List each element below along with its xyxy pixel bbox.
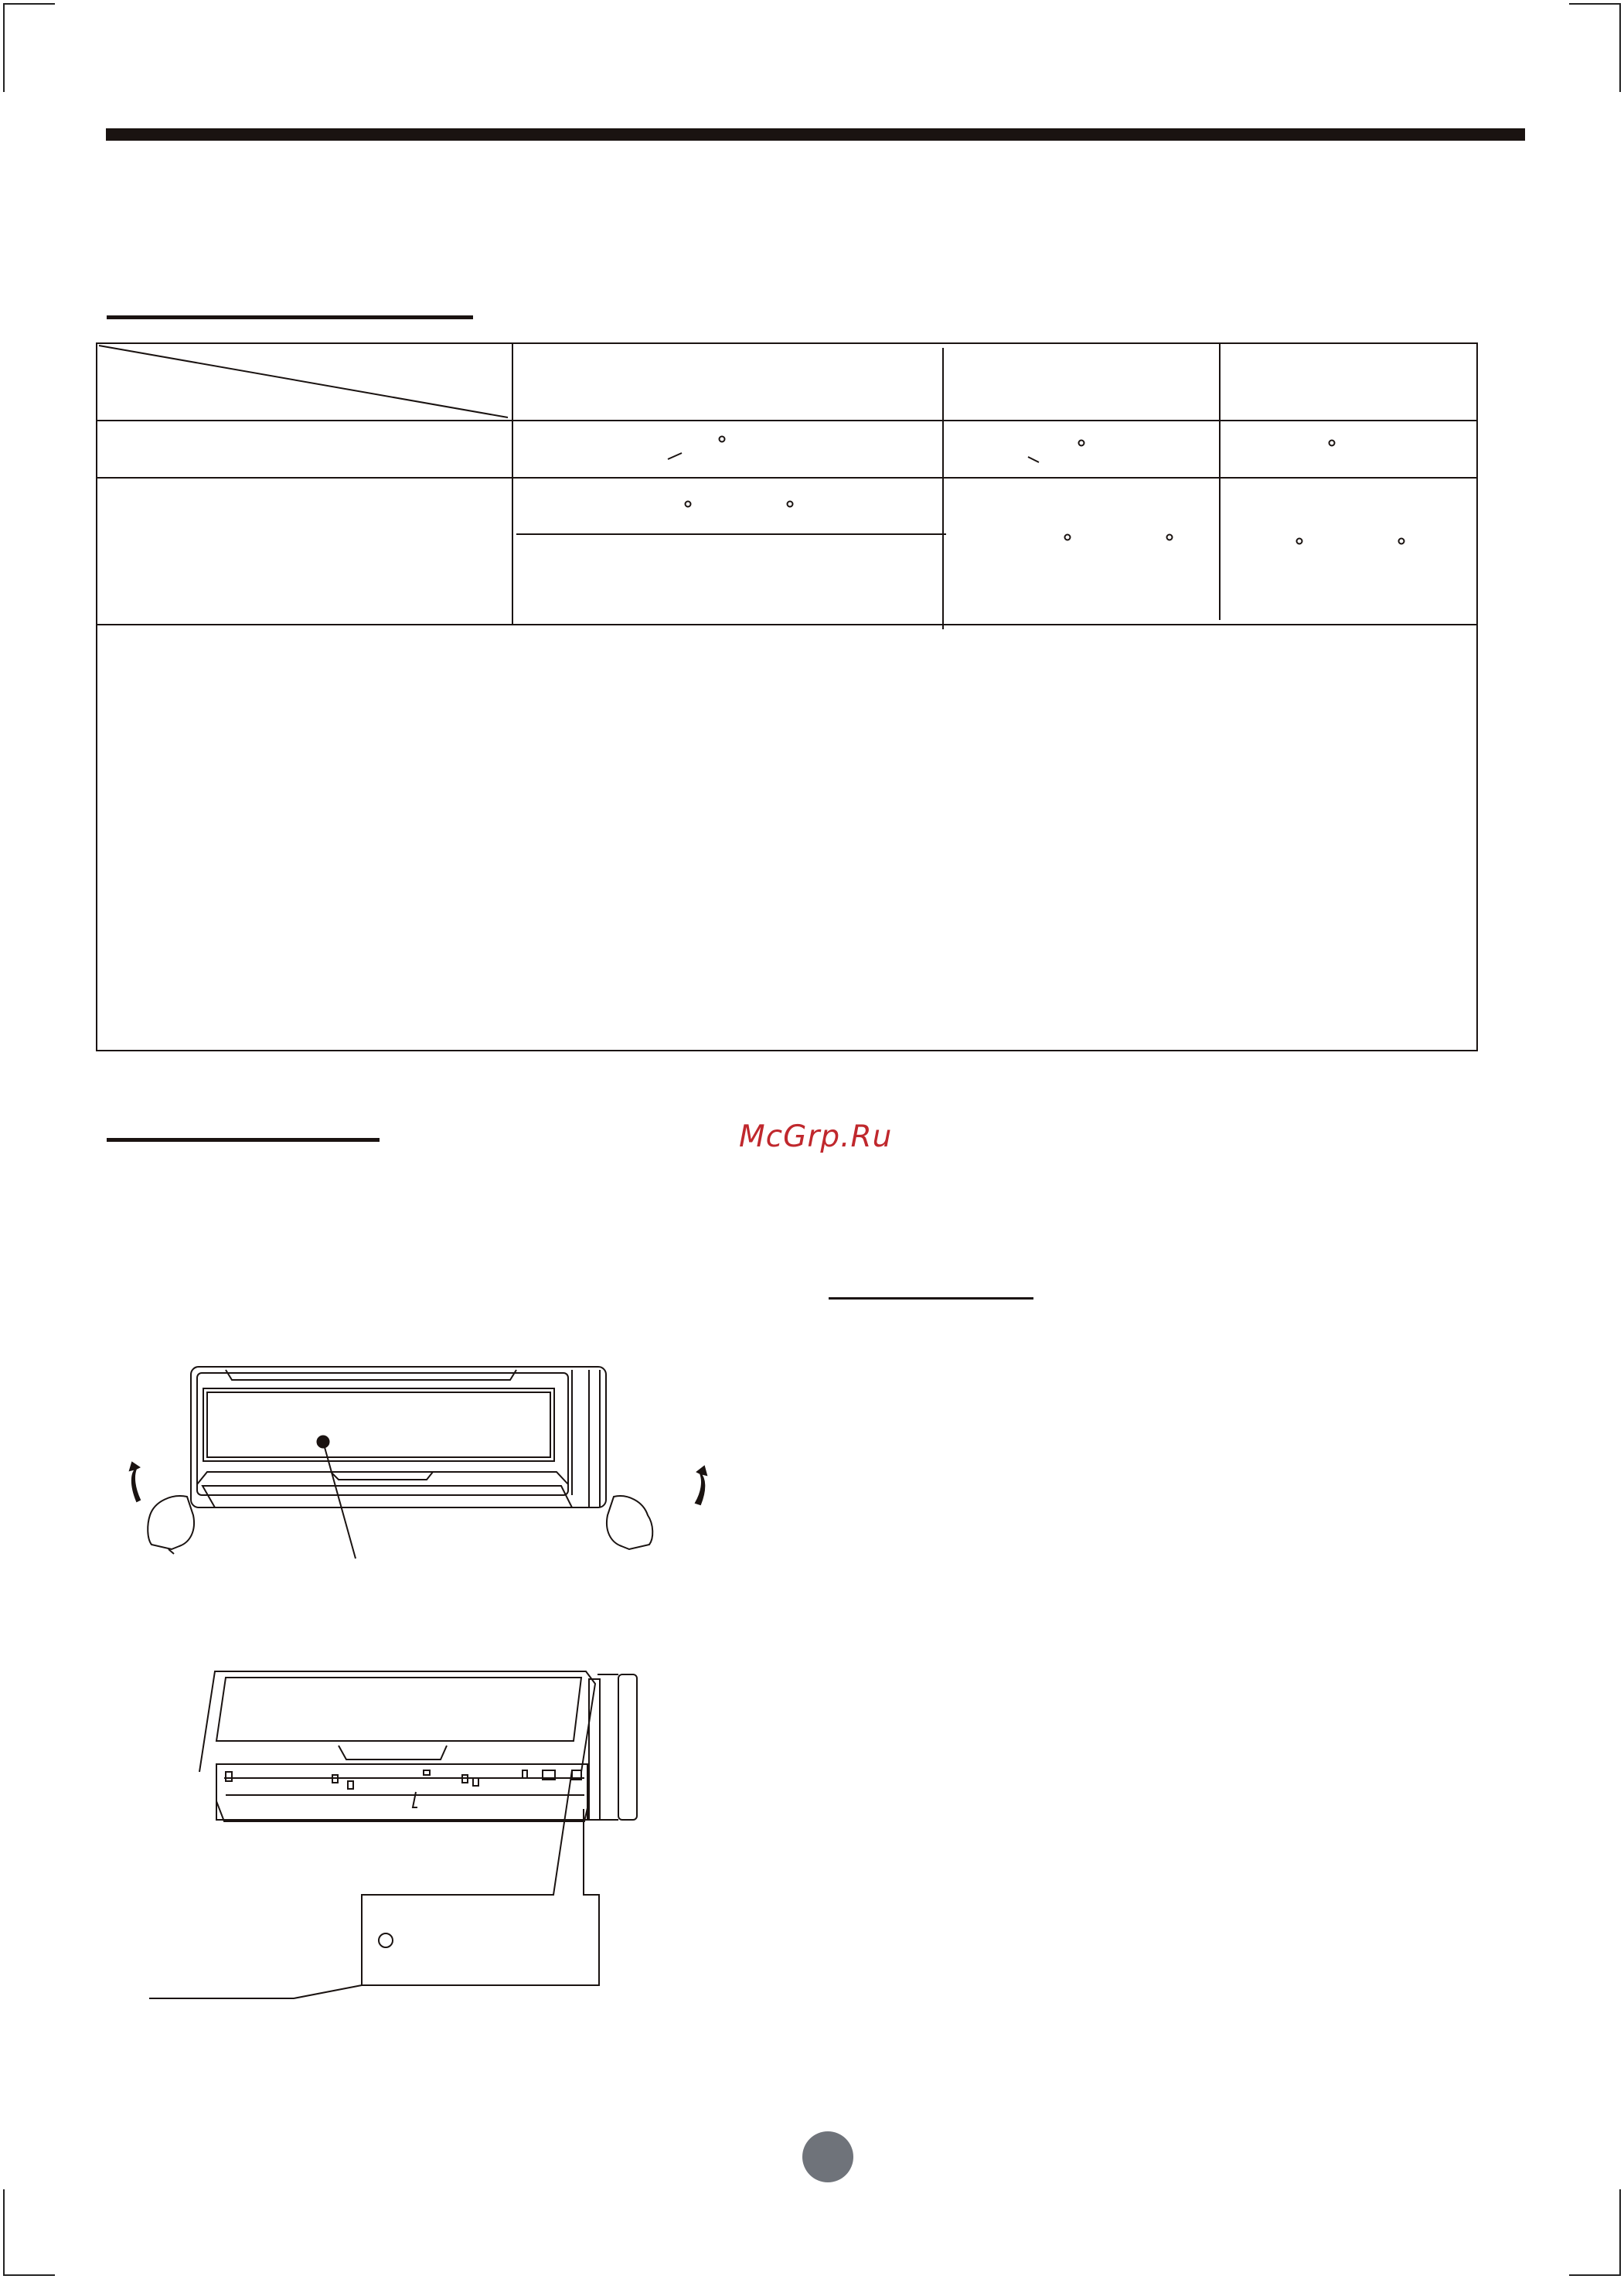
unit-open-panel-window bbox=[216, 1678, 581, 1741]
unit-open-panel bbox=[199, 1671, 595, 1772]
degree-mark-icon bbox=[788, 502, 793, 507]
degree-mark-icon bbox=[1297, 539, 1302, 544]
hand-icon bbox=[607, 1496, 652, 1549]
table-dash-1 bbox=[668, 453, 682, 459]
table-header-diagonal bbox=[99, 346, 508, 417]
unit-louver bbox=[203, 1486, 572, 1507]
table-frame bbox=[97, 343, 1477, 1051]
callout-leader-line bbox=[149, 1985, 362, 1998]
indicator-dot-icon bbox=[318, 1436, 329, 1448]
unit-panel-lower-edge bbox=[197, 1472, 568, 1484]
degree-mark-icon bbox=[1065, 535, 1071, 540]
watermark: McGrp.Ru bbox=[739, 1119, 893, 1154]
unit-open-body bbox=[216, 1764, 587, 1820]
unit-illustration-panel-open bbox=[149, 1671, 637, 1998]
unit-front-panel bbox=[197, 1373, 568, 1495]
unit-illustration-panel-lift bbox=[148, 1367, 652, 1559]
unit-panel-window bbox=[203, 1388, 554, 1461]
indicator-leader-line bbox=[323, 1442, 356, 1559]
degree-mark-icon bbox=[686, 502, 691, 507]
degree-mark-icon bbox=[1399, 539, 1404, 544]
unit-panel-window-inner bbox=[207, 1392, 550, 1457]
degree-mark-icon bbox=[1079, 441, 1084, 446]
lift-arrow-icon bbox=[696, 1467, 706, 1504]
operating-range-table bbox=[97, 343, 1477, 1051]
button-circle-icon bbox=[379, 1933, 393, 1947]
unit-clip bbox=[226, 1772, 232, 1781]
degree-mark-icon bbox=[1330, 441, 1335, 446]
unit-clip bbox=[424, 1770, 430, 1775]
table-dash-2 bbox=[1028, 457, 1039, 462]
unit-clip bbox=[348, 1781, 353, 1789]
unit-clip bbox=[473, 1778, 478, 1786]
degree-mark-icon bbox=[1167, 535, 1173, 540]
degree-mark-icon bbox=[720, 437, 725, 442]
unit-open-side bbox=[589, 1679, 600, 1820]
lift-arrow-icon bbox=[130, 1463, 140, 1501]
unit-display-strip bbox=[331, 1472, 433, 1480]
callout-box bbox=[362, 1770, 599, 1985]
unit-clip bbox=[523, 1770, 527, 1778]
unit-top-vent bbox=[226, 1370, 516, 1380]
unit-open-louver bbox=[216, 1801, 589, 1821]
unit-open-panel-strip bbox=[339, 1746, 447, 1759]
unit-open-side-cap bbox=[618, 1674, 637, 1820]
hand-icon bbox=[148, 1496, 194, 1549]
